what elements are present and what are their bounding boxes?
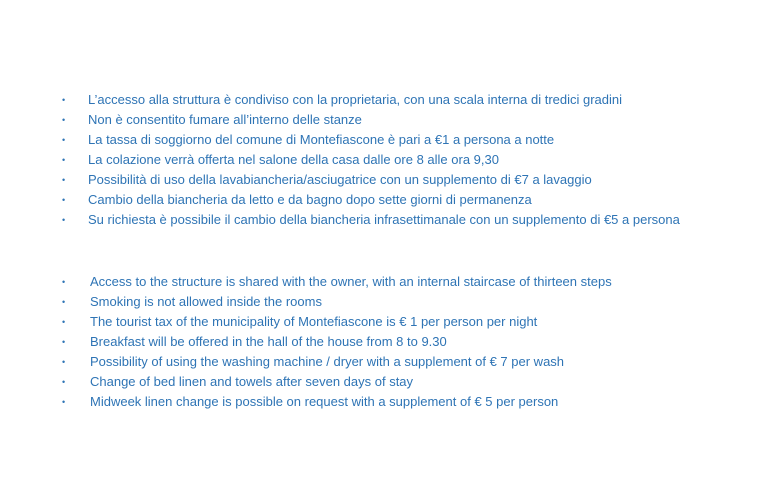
rule-text: Non è consentito fumare all’interno delle stanze xyxy=(88,112,362,127)
rule-text: Possibility of using the washing machine / dryer with a supplement of € 7 per wash xyxy=(90,354,565,369)
bullet: • xyxy=(62,377,66,387)
rule-text: Su richiesta è possibile il cambio della biancheria infrasettimanale con un supplemento di €5 a persona xyxy=(88,212,680,227)
rule-text: Smoking is not allowed inside the rooms xyxy=(90,294,322,309)
rule-text: The tourist tax of the municipality of Montefiascone is € 1 per person per night xyxy=(90,314,538,329)
bullet: • xyxy=(62,175,66,185)
rule-text: Breakfast will be offered in the hall of the house from 8 to 9.30 xyxy=(90,334,447,349)
bullet: • xyxy=(62,115,66,125)
bullet: • xyxy=(62,357,66,367)
bullet: • xyxy=(62,215,66,225)
bullet: • xyxy=(62,297,66,307)
bullet: • xyxy=(62,317,66,327)
bullet: • xyxy=(62,195,66,205)
rule-text: Change of bed linen and towels after seven days of stay xyxy=(90,374,414,389)
bullet: • xyxy=(62,135,66,145)
rule-text: Midweek linen change is possible on request with a supplement of € 5 per person xyxy=(90,394,559,409)
rule-text: La colazione verrà offerta nel salone della casa dalle ore 8 alle ora 9,30 xyxy=(88,152,499,167)
rule-text: Access to the structure is shared with the owner, with an internal staircase of thirteen steps xyxy=(90,274,612,289)
bullet: • xyxy=(62,277,66,287)
rule-text: L’accesso alla struttura è condiviso con la proprietaria, con una scala interna di tredici gradini xyxy=(88,92,623,107)
bullet: • xyxy=(62,397,66,407)
rule-text: Cambio della biancheria da letto e da bagno dopo sette giorni di permanenza xyxy=(88,192,532,207)
bullet: • xyxy=(62,155,66,165)
bullet: • xyxy=(62,337,66,347)
rule-text: La tassa di soggiorno del comune di Montefiascone è pari a €1 a persona a notte xyxy=(88,132,555,147)
rule-text: Possibilità di uso della lavabiancheria/asciugatrice con un supplemento di €7 a lavaggio xyxy=(88,172,592,187)
bullet: • xyxy=(62,95,66,105)
